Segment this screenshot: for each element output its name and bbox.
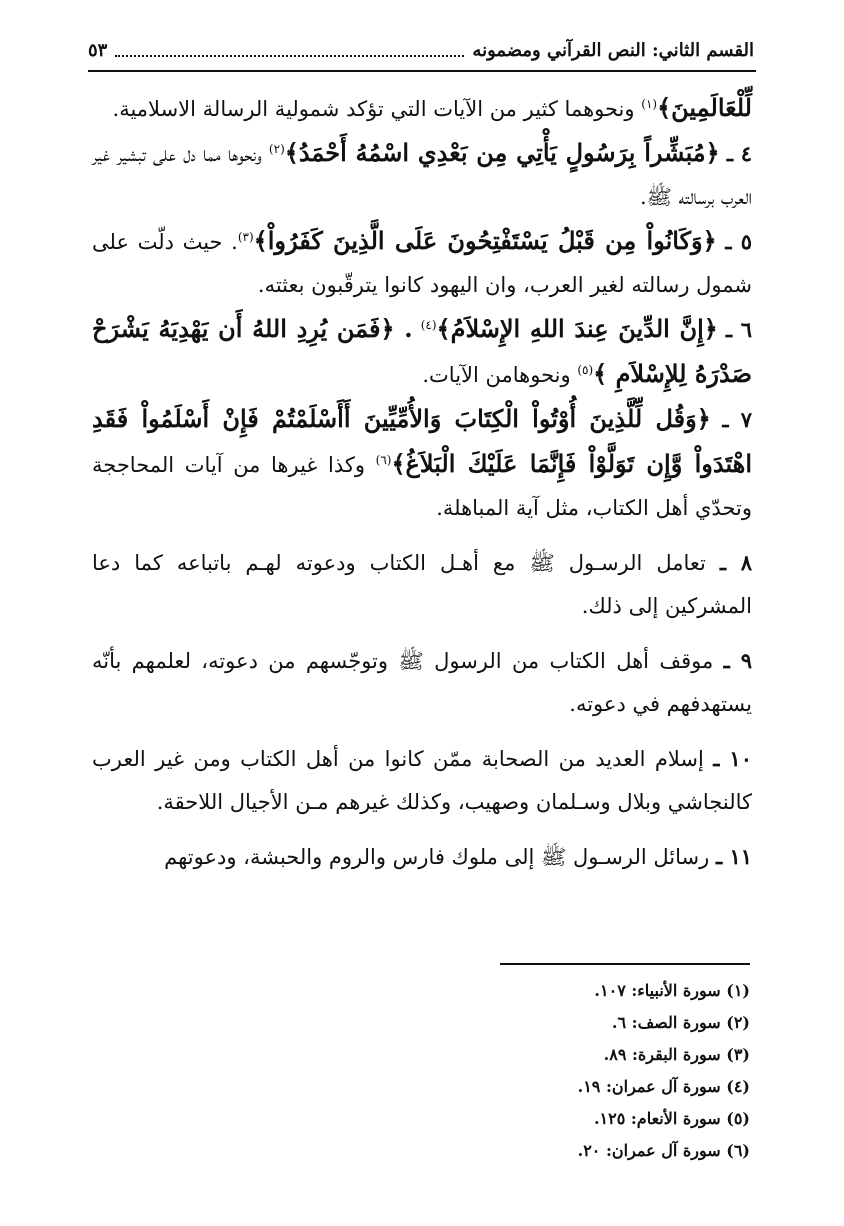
footnote-ref: (٥) (577, 363, 594, 377)
paragraph-6 (92, 307, 752, 397)
header-leader-dots (115, 43, 464, 57)
footnote-ref: (٤) (420, 318, 437, 332)
quran-quote: ﴿مُبَشِّراً بِرَسُولٍ يَأْتِي مِن بَعْدِي اسْمُهُ أَحْمَدُ﴾ (284, 138, 720, 167)
paragraph-text: . حيث دلّت على شمول رسالته لغير العرب، وان اليهود كانوا يترقّبون بعثته. (92, 230, 752, 297)
footnote-item: (٤) سورة آل عمران: ١٩. (577, 1077, 750, 1096)
quran-quote: ﴿وَقُل لِّلَّذِينَ أُوْتُواْ الْكِتَابَ وَالأُمِّيِّينَ أَأَسْلَمْتُمْ فَإِنْ أَسْلَمُواْ فَقَدِ اهْتَدَواْ وَّإِن تَوَلَّوْاْ فَإِنَّمَا عَلَيْكَ الْبَلاَغُ﴾ (92, 404, 753, 478)
paragraph-text: موقف أهل الكتاب من الرسول ﷺ وتوجّسهم من دعوته، لعلمهم بأنّه يستهدفهم في دعوته. (92, 649, 752, 716)
paragraph-10 (92, 737, 752, 824)
quran-quote: ﴿إِنَّ الدِّينَ عِندَ اللهِ الإِسْلاَمُ﴾ (436, 314, 718, 343)
paragraph-9 (92, 639, 752, 726)
paragraph-text: ونحوهامن الآيات. (422, 363, 571, 387)
footnote-item: (٣) سورة البقرة: ٨٩. (603, 1045, 750, 1064)
quran-quote: لِّلْعَالَمِينَ﴾ (657, 93, 752, 122)
footnote-item: (٢) سورة الصف: ٦. (611, 1013, 750, 1032)
footnote-item: (١) سورة الأنبياء: ١٠٧. (594, 981, 750, 1000)
footnote-ref: (١) (641, 97, 658, 111)
item-number: ١١ ـ (715, 844, 752, 869)
page-number: ٥٣ (88, 39, 108, 61)
paragraph-8 (92, 541, 752, 628)
paragraph-text: ونحوهما كثير من الآيات التي تؤكد شمولية الرسالة الاسلامية. (112, 97, 635, 121)
footnote-item: (٥) سورة الأنعام: ١٢٥. (593, 1109, 750, 1128)
footnotes (350, 975, 750, 1167)
paragraph-text: تعامل الرسـول ﷺ مع أهـل الكتاب ودعوته لهـم باتباعه كما دعا المشركين إلى ذلك. (92, 551, 752, 618)
item-number: ٤ ـ (726, 141, 752, 166)
paragraph-11 (92, 835, 752, 879)
item-number: ٥ ـ (725, 229, 753, 254)
item-number: ٨ ـ (719, 550, 752, 575)
paragraph-7 (92, 397, 752, 530)
footnote-divider (500, 963, 750, 965)
paragraph-1 (92, 86, 752, 131)
paragraph-text: ونحوها مما دل على تبشير غير العرب برسالته ﷺ. (92, 142, 752, 209)
paragraph-text: رسائل الرسـول ﷺ إلى ملوك فارس والروم والحبشة، ودعوتهم (164, 845, 710, 869)
footnote-ref: (٦) (375, 453, 392, 467)
quran-quote: ﴿وَكَانُواْ مِن قَبْلُ يَسْتَفْتِحُونَ عَلَى الَّذِينَ كَفَرُواْ﴾ (253, 226, 717, 255)
item-number: ٩ ـ (723, 648, 752, 673)
footnote-item: (٦) سورة آل عمران: ٢٠. (577, 1141, 750, 1160)
running-header (88, 34, 754, 66)
footnote-ref: (٢) (268, 142, 285, 156)
paragraph-5 (92, 219, 752, 307)
paragraph-text: إسلام العديد من الصحابة ممّن كانوا من أهل الكتاب ومن غير العرب كالنجاشي وبلال وسـلمان وصهيب، وكذلك غيرهم مـن الأجيال اللاحقة. (92, 747, 752, 814)
body-text (92, 86, 752, 879)
header-title: القسم الثاني: النص القرآني ومضمونه (472, 39, 754, 61)
quran-quote-second: . ﴿فَمَن يُرِدِ اللهُ أَن يَهْدِيَهُ يَشْرَحْ صَدْرَهُ لِلإِسْلاَمِ ﴾ (92, 314, 752, 388)
item-number: ٧ ـ (722, 407, 752, 432)
item-number: ٦ ـ (725, 317, 752, 342)
footnote-ref: (٣) (237, 230, 254, 244)
paragraph-4 (92, 131, 752, 219)
paragraph-text: وكذا غيرها من آيات المحاججة وتحدّي أهل الكتاب، مثل آية المباهلة. (92, 453, 752, 520)
header-divider (88, 70, 756, 72)
item-number: ١٠ ـ (713, 746, 752, 771)
